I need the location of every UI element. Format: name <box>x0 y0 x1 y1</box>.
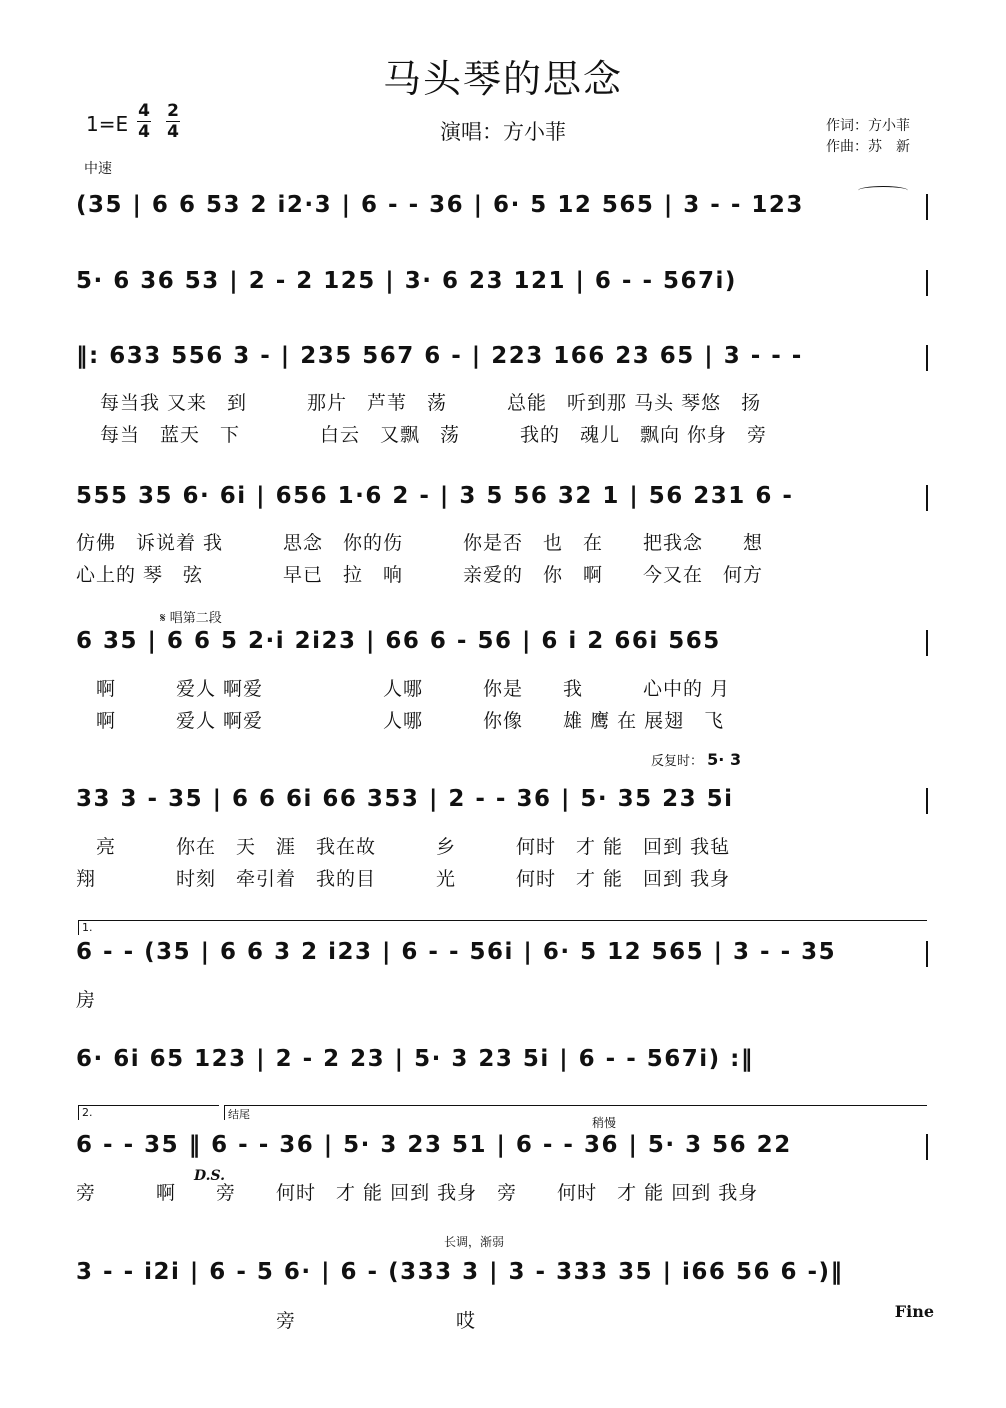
barline <box>926 1134 928 1160</box>
score-line-9 <box>76 1132 928 1172</box>
dal-segno-marking: D.S. <box>194 1168 226 1184</box>
barline <box>926 941 928 967</box>
lyric-line-4a: 仿佛 诉说着 我 思念 你的伤 你是否 也 在 把我念 想 <box>76 532 764 554</box>
lyric-line-6b: 翔 时刻 牵引着 我的目 光 何时 才 能 回到 我身 <box>76 868 731 890</box>
barline <box>926 270 928 296</box>
notation-line-1: (35 | 6 6 53 2 i2·3 | 6 - - 36 | 6· 5 12 565 | 3 - - 123 <box>76 192 804 218</box>
lyric-line-6a: 亮 你在 天 涯 我在故 乡 何时 才 能 回到 我毡 <box>76 836 731 858</box>
score-line-6 <box>76 786 928 826</box>
notation-line-9: 6 - - 35 ‖ 6 - - 36 | 5· 3 23 51 | 6 - - 36 | 5· 3 56 22 <box>76 1132 792 1158</box>
notation-line-10: 3 - - i2i | 6 - 5 6· | 6 - (333 3 | 3 - 333 35 | i66 56 6 -)‖ <box>76 1259 844 1285</box>
credits <box>826 116 910 158</box>
score-line-8 <box>76 1046 928 1086</box>
notation-line-7: 6 - - (35 | 6 6 3 2 i23 | 6 - - 56i | 6· 5 12 565 | 3 - - 35 <box>76 939 837 965</box>
notation-line-3: ‖: 633 556 3 - | 235 567 6 - | 223 166 23 65 | 3 - - - <box>76 343 803 369</box>
notation-line-8: 6· 6i 65 123 | 2 - 2 23 | 5· 3 23 5i | 6 - - 567i) :‖ <box>76 1046 754 1072</box>
notation-line-5: 6 35 | 6 6 5 2·i 2i23 | 66 6 - 56 | 6 i 2 66i 565 <box>76 628 721 654</box>
lyric-line-5b: 啊 爱人 啊爱 人哪 你像 雄 鹰 在 展翅 飞 <box>76 710 725 732</box>
second-ending-bracket: 2. <box>78 1105 219 1120</box>
first-ending-bracket: 1. <box>78 920 927 935</box>
barline <box>926 485 928 511</box>
long-fade-marking: 长调，渐弱 <box>444 1235 505 1249</box>
song-title: 马头琴的思念 <box>382 57 623 101</box>
score-line-4 <box>76 483 928 523</box>
tempo-marking: 中速 <box>84 161 112 177</box>
lyric-line-4b: 心上的 琴 弦 早已 拉 响 亲爱的 你 啊 今又在 何方 <box>76 564 764 586</box>
lyricist-credit: 作词：方小菲 <box>826 118 910 134</box>
barline <box>926 630 928 656</box>
segno-marking: 𝄋 唱第二段 <box>160 611 222 626</box>
barline <box>926 194 928 220</box>
notation-line-2: 5· 6 36 53 | 2 - 2 125 | 3· 6 23 121 | 6 - - 567i) <box>76 268 737 294</box>
slower-marking: 稍慢 <box>592 1116 617 1130</box>
lyric-line-3a: 每当我 又来 到 那片 芦苇 荡 总能 听到那 马头 琴悠 扬 <box>100 392 762 414</box>
notation-line-6: 33 3 - 35 | 6 6 6i 66 353 | 2 - - 36 | 5· 35 23 5i <box>76 786 734 812</box>
coda-bracket: 结尾 <box>224 1105 927 1120</box>
barline <box>926 345 928 371</box>
score-line-7 <box>76 939 928 979</box>
triplet-slur <box>858 186 908 195</box>
singer-credit: 演唱：方小菲 <box>440 120 566 144</box>
lyric-line-3b: 每当 蓝天 下 白云 又飘 荡 我的 魂儿 飘向 你身 旁 <box>100 424 768 446</box>
key-signature: 1=E <box>86 112 129 136</box>
lyric-line-7: 房 <box>76 989 97 1011</box>
composer-credit: 作曲：苏 新 <box>826 139 910 155</box>
lyric-line-10: 旁 哎 <box>76 1310 477 1332</box>
time-signature-1: 4 4 <box>138 101 150 142</box>
score-line-3 <box>76 343 928 383</box>
lyric-line-5a: 啊 爱人 啊爱 人哪 你是 我 心中的 月 <box>76 678 731 700</box>
notation-line-4: 555 35 6· 6i | 656 1·6 2 - | 3 5 56 32 1 | 56 231 6 - <box>76 483 794 509</box>
score-line-2 <box>76 268 928 308</box>
fine-marking: Fine <box>894 1302 934 1321</box>
segno-icon: 𝄋 <box>160 611 166 626</box>
barline <box>926 788 928 814</box>
score-line-10 <box>76 1259 928 1299</box>
time-signature-2: 2 4 <box>167 101 179 142</box>
score-line-5 <box>76 628 928 668</box>
repeat-note: 反复时： 5· 3 <box>651 750 742 769</box>
score-line-1 <box>76 192 928 232</box>
lyric-line-9: 旁 啊 旁 何时 才 能 回到 我身 旁 何时 才 能 回到 我身 <box>76 1182 759 1204</box>
